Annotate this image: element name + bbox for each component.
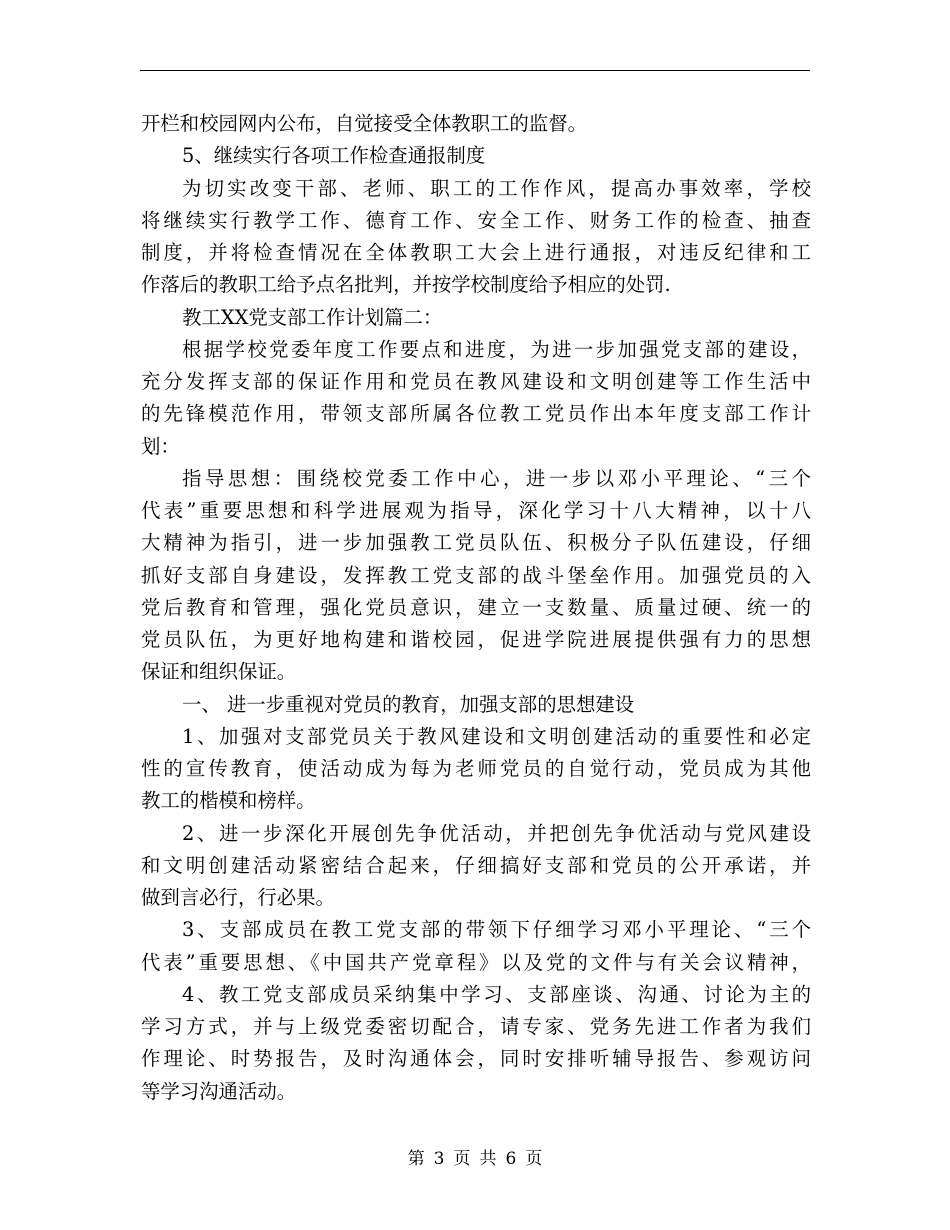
- text-line: 保证和组织保证。: [141, 660, 297, 684]
- page-footer: [0, 1147, 950, 1171]
- text-line: 将继续实行教学工作、德育工作、安全工作、财务工作的检查、抽查: [141, 208, 811, 232]
- footer-di: 第: [407, 1149, 425, 1169]
- text-line: 代表”重要思想、《中国共产党章程》以及党的文件与有关会议精神，: [141, 950, 811, 974]
- text-line: 教工的楷模和榜样。: [141, 789, 316, 813]
- text-line: 做到言必行，行必果。: [141, 886, 335, 909]
- text-line: 作理论、时势报告，及时沟通体会，同时安排听辅导报告、参观访问: [141, 1047, 811, 1071]
- text-line: 学习方式，并与上级党委密切配合，请专家、党务先进工作者为我们: [141, 1015, 811, 1038]
- text-line: 的先锋模范作用，带领支部所属各位教工党员作出本年度支部工作计: [141, 402, 811, 426]
- footer-ye: 页: [525, 1149, 543, 1169]
- text-line: 抓好支部自身建设，发挥教工党支部的战斗堡垒作用。加强党员的入: [141, 563, 811, 587]
- header-rule: [140, 70, 810, 71]
- text-line: 制度，并将检查情况在全体教职工大会上进行通报，对违反纪律和工: [141, 241, 811, 264]
- footer-total-pages: 6: [505, 1149, 517, 1169]
- text-line: 4、教工党支部成员采纳集中学习、支部座谈、沟通、讨论为主的: [182, 982, 811, 1006]
- text-line: 和文明创建活动紧密结合起来，仔细搞好支部和党员的公开承诺，并: [141, 853, 811, 877]
- text-line: 党后教育和管理，强化党员意识，建立一支数量、质量过硬、统一的: [141, 595, 811, 619]
- text-line: 2、进一步深化开展创先争优活动，并把创先争优活动与党风建设: [182, 821, 811, 845]
- text-line: 大精神为指引，进一步加强教工党员队伍、积极分子队伍建设，仔细: [141, 531, 811, 555]
- section-heading: 一、 进一步重视对党员的教育，加强支部的思想建设: [182, 692, 635, 716]
- section-heading: 教工XX党支部工作计划篇二：: [182, 305, 443, 329]
- text-line: 根据学校党委年度工作要点和进度，为进一步加强党支部的建设，: [182, 337, 811, 361]
- footer-ye: 页: [453, 1149, 471, 1169]
- body-text: [141, 108, 811, 1108]
- text-line: 划：: [141, 434, 180, 458]
- text-line: 作落后的教职工给予点名批判，并按学校制度给予相应的处罚.: [141, 273, 671, 297]
- text-line: 充分发挥支部的保证作用和党员在教风建设和文明创建等工作生活中: [141, 370, 811, 393]
- text-line: 1、加强对支部党员关于教风建设和文明创建活动的重要性和必定: [182, 724, 811, 748]
- footer-page-number: 3: [433, 1149, 445, 1169]
- section-heading: 5、继续实行各项工作检查通报制度: [182, 144, 486, 168]
- text-line: 开栏和校园网内公布，自觉接受全体教职工的监督。: [141, 112, 587, 135]
- text-line: 指导思想：围绕校党委工作中心，进一步以邓小平理论、“三个: [182, 466, 811, 490]
- text-line: 等学习沟通活动。: [141, 1079, 297, 1103]
- text-line: 性的宣传教育，使活动成为每为老师党员的自觉行动，党员成为其他: [141, 757, 811, 780]
- text-line: 为切实改变干部、老师、职工的工作作风，提高办事效率，学校: [182, 176, 811, 200]
- footer-gong: 共: [479, 1149, 497, 1169]
- text-line: 3、支部成员在教工党支部的带领下仔细学习邓小平理论、“三个: [182, 918, 811, 942]
- text-line: 代表”重要思想和科学进展观为指导，深化学习十八大精神，以十八: [141, 499, 811, 522]
- text-line: 党员队伍，为更好地构建和谐校园，促进学院进展提供强有力的思想: [141, 628, 811, 651]
